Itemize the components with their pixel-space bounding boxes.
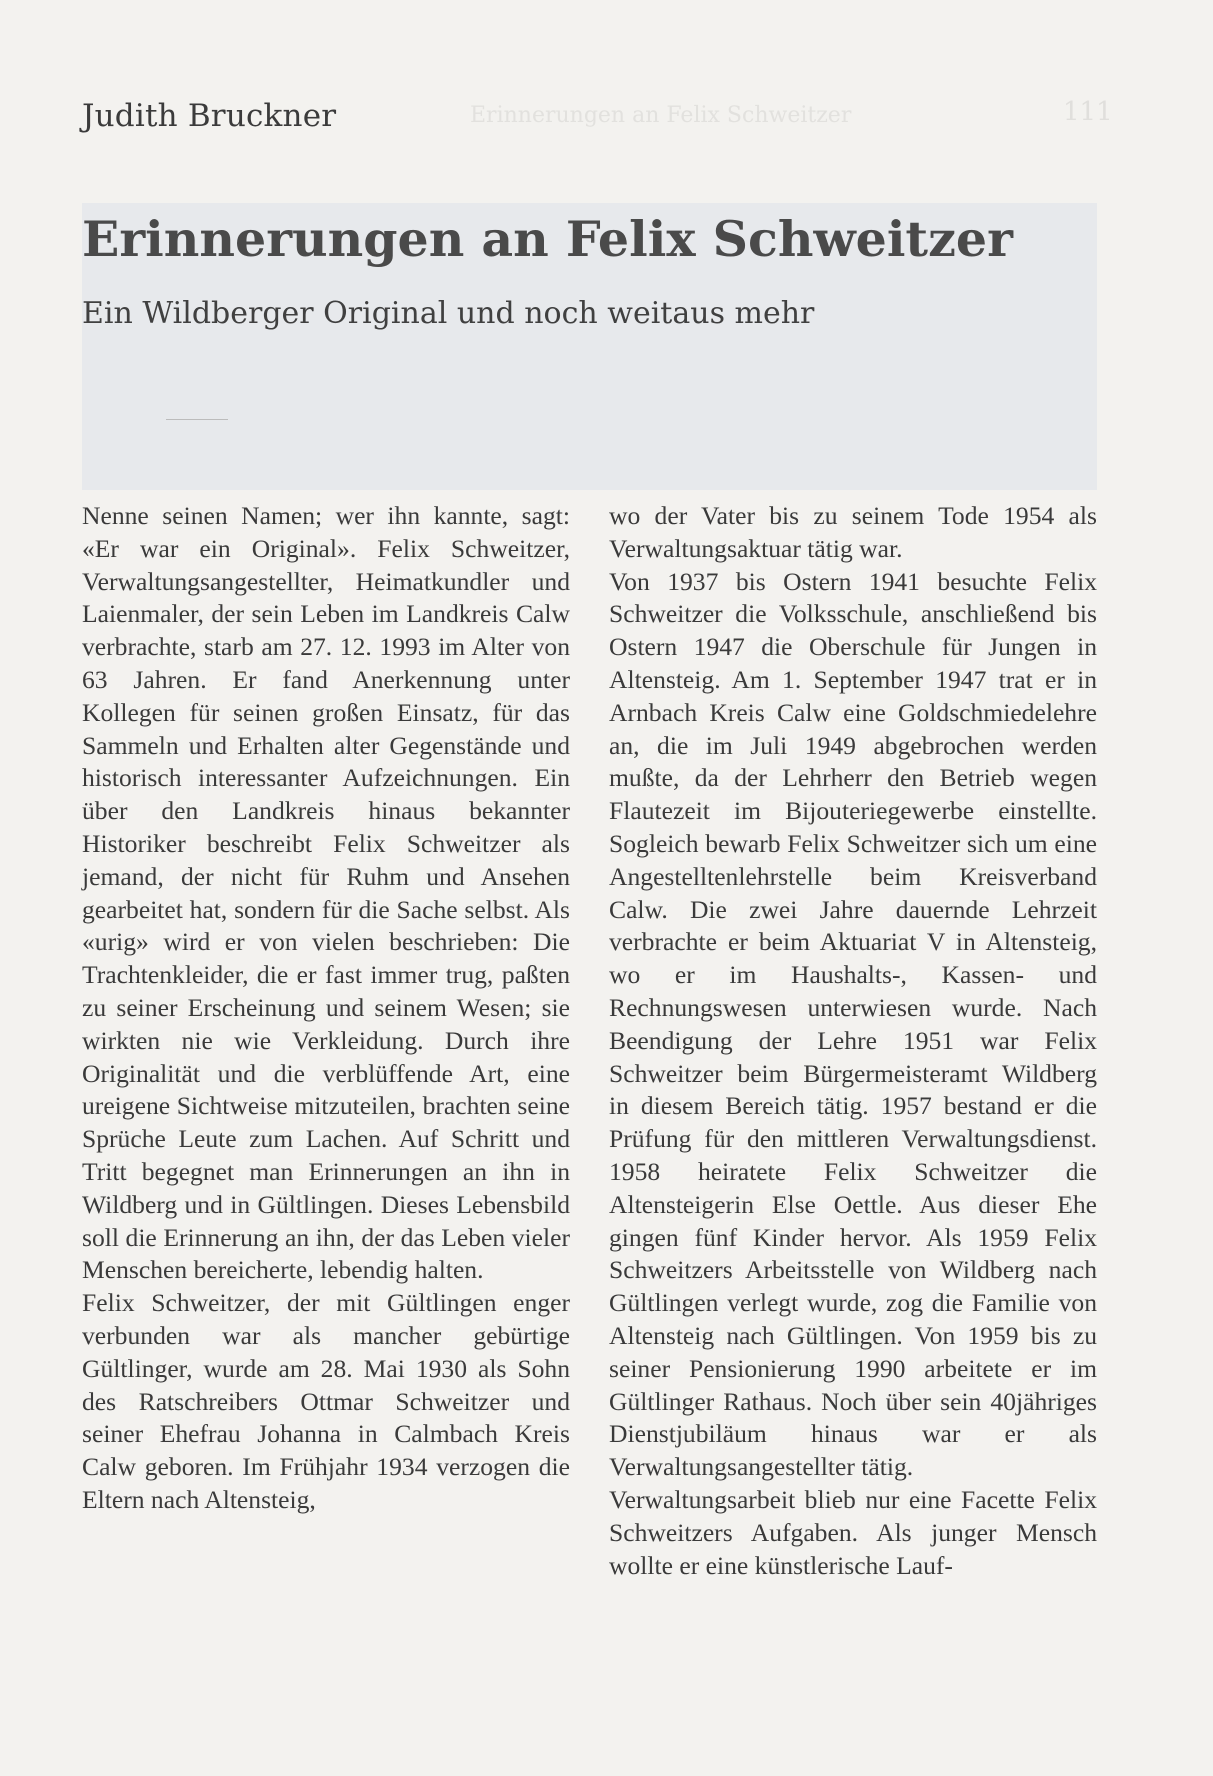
paragraph: Verwaltungsarbeit blieb nur eine Facette Felix Schweitzers Aufgaben. Als junger Mensch wollte er eine künstlerische Lauf- — [609, 1484, 1097, 1580]
body-column-left — [82, 500, 570, 1517]
article-subtitle: Ein Wildberger Original und noch weitaus mehr — [82, 296, 815, 331]
running-header-showthrough: Erinnerungen an Felix Schweitzer — [470, 103, 852, 128]
paragraph: Von 1937 bis Ostern 1941 besuchte Felix Schweitzer die Volksschule, anschließend bis Ostern 1947 die Oberschule für Jungen in Altensteig. Am 1. September 1947 trat er in Arnbach Kreis Calw eine Goldschmiedelehre an, die im Juli 1949 abgebrochen werden mußte, da der Lehrherr den Betrieb wegen Flautezeit im Bijouteriegewerbe einstellte. Sogleich bewarb Felix Schweitzer sich um eine Angestelltenlehrstelle beim Kreisverband Calw. Die zwei Jahre dauernde Lehrzeit verbrachte er beim Aktuariat V in Altensteig, wo er im Haushalts-, Kassen- und Rechnungswesen unterwiesen wurde. Nach Beendigung der Lehre 1951 war Felix Schweitzer beim Bürgermeisteramt Wildberg in diesem Bereich tätig. 1957 bestand er die Prüfung für den mittleren Verwaltungsdienst. 1958 heiratete Felix Schweitzer die Altensteigerin Else Oettle. Aus dieser Ehe gingen fünf Kinder hervor. Als 1959 Felix Schweitzers Arbeitsstelle von Wildberg nach Gültlingen verlegt wurde, zog die Familie von Altensteig nach Gültlingen. Von 1959 bis zu seiner Pensionierung 1990 arbeitete er im Gültlinger Rathaus. Noch über sein 40jähriges Dienstjubiläum hinaus war er als Verwaltungsangestellter tätig. — [609, 566, 1097, 1482]
page-number-showthrough: 111 — [1063, 97, 1113, 127]
paragraph: wo der Vater bis zu seinem Tode 1954 als Verwaltungsaktuar tätig war. — [609, 501, 1097, 563]
paragraph: Felix Schweitzer, der mit Gültlingen enger verbunden war als mancher gebürtige Gültlinger, wurde am 28. Mai 1930 als Sohn des Ratschreibers Ottmar Schweitzer und seiner Ehefrau Johanna in Calmbach Kreis Calw geboren. Im Frühjahr 1934 verzogen die Eltern nach Altensteig, — [82, 1288, 570, 1514]
author-name: Judith Bruckner — [82, 98, 337, 134]
body-column-right — [609, 500, 1097, 1582]
decorative-rule — [166, 419, 228, 420]
paragraph: Nenne seinen Namen; wer ihn kannte, sagt: «Er war ein Original». Felix Schweitzer, Verwaltungsangestellter, Heimatkundler und Laienmaler, der sein Leben im Landkreis Calw verbrachte, starb am 27. 12. 1993 im Alter von 63 Jahren. Er fand Anerkennung unter Kollegen für seinen großen Einsatz, für das Sammeln und Erhalten alter Gegenstände und historisch interessanter Aufzeichnungen. Ein über den Landkreis hinaus bekannter Historiker beschreibt Felix Schweitzer als jemand, der nicht für Ruhm und Ansehen gearbeitet hat, sondern für die Sache selbst. Als «urig» wird er von vielen beschrieben: Die Trachtenkleider, die er fast immer trug, paßten zu seiner Erscheinung und seinem Wesen; sie wirkten nie wie Verkleidung. Durch ihre Originalität und die verblüffende Art, eine ureigene Sichtweise mitzuteilen, brachten seine Sprüche Leute zum Lachen. Auf Schritt und Tritt begegnet man Erinnerungen an ihn in Wildberg und in Gültlingen. Dieses Lebensbild soll die Erinnerung an ihn, der das Leben vieler Menschen bereicherte, lebendig halten. — [82, 501, 570, 1285]
article-title: Erinnerungen an Felix Schweitzer — [82, 210, 1013, 268]
